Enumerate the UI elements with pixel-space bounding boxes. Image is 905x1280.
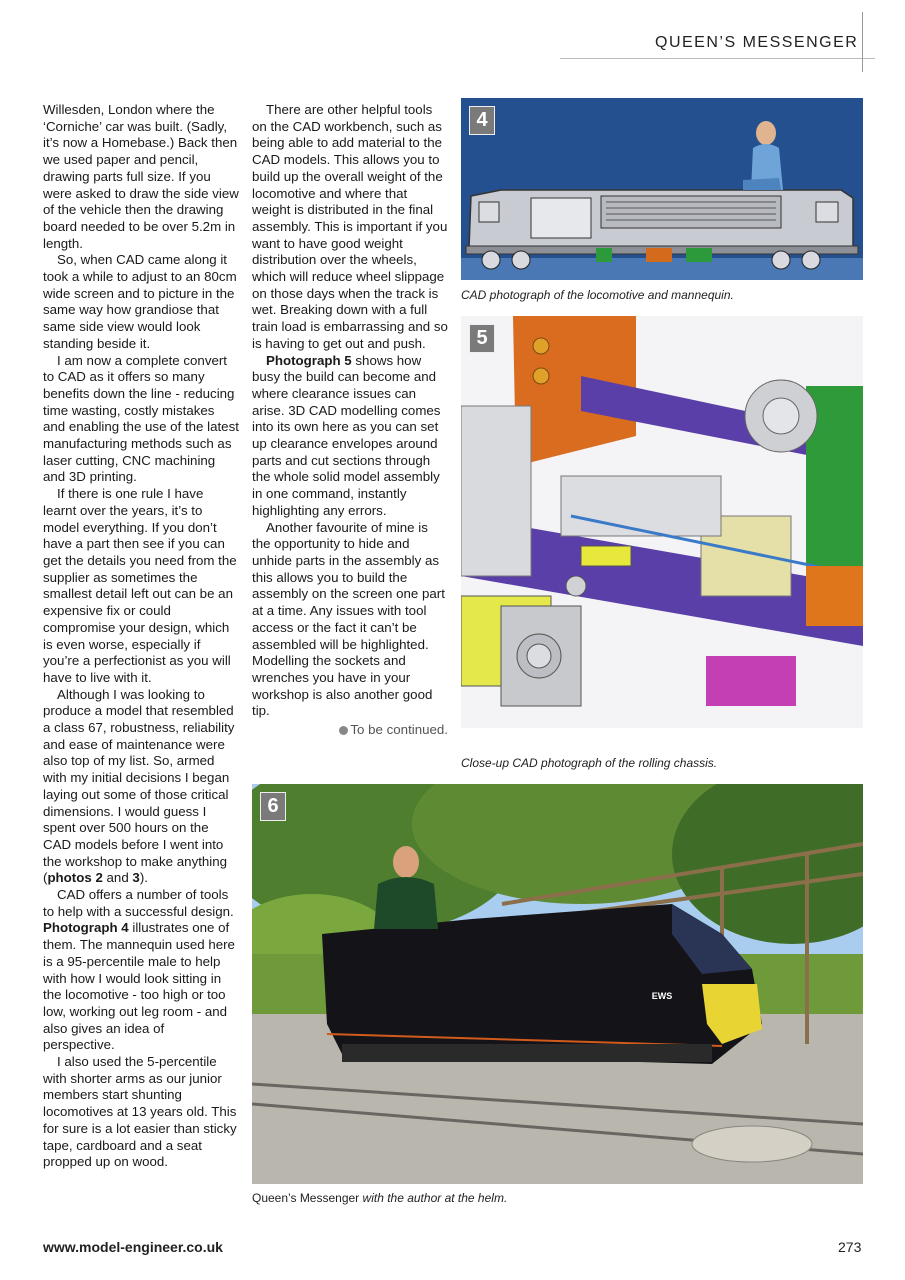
cad-locomotive-illustration — [461, 98, 863, 280]
paragraph — [43, 887, 239, 1054]
paragraph: Another favourite of mine is the opportunity to hide and unhide parts in the assembly as this allows you to build the assembly on the screen one part at a time. Any issues with tool access or the fact it can’t be assembled will be highlighted. Modelling the sockets and wrenches you have in your workshop is also another good tip. — [252, 519, 445, 719]
paragraph-text: shows how busy the build can become and where clearance issues can arise. 3D CAD modelling comes into its own here as you can set up clearance envelopes around parts and cut sections through the whole solid model assembly in one command, instantly highlighting any errors. — [252, 352, 441, 518]
paragraph: I am now a complete convert to CAD as it offers so many benefits down the line - reducing time wasting, costly mistakes and enabling the use of the latest manufacturing methods such as laser cutting, CNC machining and 3D printing. — [43, 352, 239, 485]
paragraph: Willesden, London where the ‘Corniche’ car was built. (Sadly, it’s now a Homebase.) Back then we used paper and pencil, drawing parts full size. If you were asked to draw the side view of the vehicle then the drawing board needed to be over 5.2m in length. — [43, 102, 239, 251]
locomotive-photo-illustration — [252, 784, 863, 1184]
paragraph: There are other helpful tools on the CAD workbench, such as being able to add material to the CAD models. This allows you to build up the overall weight of the locomotive and where that weight is distributed in the final assembly. This is important if you want to have good weight distribution over the wheels, which will reduce wheel slippage on those days when the track is wet. Breaking down with a full train load is embarrassing and so is having to get out and push. — [252, 102, 448, 351]
figure-4-caption: CAD photograph of the locomotive and mannequin. — [461, 288, 734, 302]
paragraph-text: ). — [139, 870, 148, 886]
text-column-2 — [252, 102, 448, 739]
figure-6-photo-locomotive — [252, 784, 863, 1184]
photo-reference: Photograph 4 — [43, 920, 129, 936]
caption-text: with the author at the helm. — [359, 1191, 508, 1205]
to-be-continued — [252, 722, 448, 739]
paragraph: If there is one rule I have learnt over the years, it’s to model everything. If you don’t have a part then see if you can get the details you need from the supplier as sometimes the smallest detail left out can be an expensive fix or could compromise your design, which is even worse, especially if you’re a perfectionist as you will have to live with it. — [43, 486, 237, 685]
paragraph: I also used the 5-percentile with shorter arms as our junior members start shunting locomotives at 13 years old. This for sure is a lot easier than sticky tape, cardboard and a seat propped up on wood. — [43, 1054, 237, 1170]
footer-url[interactable]: www.model-engineer.co.uk — [43, 1239, 223, 1255]
text-column-1 — [43, 102, 239, 1171]
paragraph — [43, 687, 239, 887]
running-head: QUEEN’S MESSENGER — [655, 34, 859, 51]
photo-reference: 3 — [132, 870, 140, 886]
page-number: 273 — [838, 1239, 862, 1255]
figure-5-caption: Close-up CAD photograph of the rolling chassis. — [461, 756, 718, 770]
figure-number-badge: 6 — [260, 792, 286, 821]
ews-logo-text: EWS — [651, 991, 673, 1001]
paragraph-text: illustrates one of them. The mannequin used here is a 95-percentile male to help with how I would look sitting in the locomotive - too high or too low, working out leg room - and also gives an idea of perspective. — [43, 920, 235, 1053]
figure-5-cad-chassis — [461, 316, 863, 728]
paragraph: So, when CAD came along it took a while to adjust to an 80cm wide screen and to picture in the same way how grandiose that same side view would look standing beside it. — [43, 252, 237, 351]
header-rule — [560, 58, 875, 59]
paragraph-text: and — [102, 870, 133, 886]
header-vertical-rule — [862, 12, 863, 72]
bullet-icon — [339, 726, 348, 735]
paragraph-text: Although I was looking to produce a model that resembled a class 67, robustness, reliability and ease of maintenance were also top of my list. So, armed with my initial decisions I began laying out some of those critical dimensions. I would guess I spent over 500 hours on the CAD models before I went into the workshop to make anything ( — [43, 686, 235, 886]
caption-title: Queen’s Messenger — [252, 1191, 360, 1205]
photo-reference: Photograph 5 — [266, 352, 352, 368]
figure-6-caption — [252, 1191, 507, 1205]
photo-reference: photos 2 — [47, 870, 103, 886]
paragraph-text: CAD offers a number of tools to help with a successful design. — [43, 887, 234, 919]
paragraph — [252, 353, 448, 520]
figure-number-badge: 5 — [469, 324, 495, 353]
cad-chassis-illustration — [461, 316, 863, 728]
to-be-continued-text: To be continued. — [350, 722, 448, 738]
figure-number-badge: 4 — [469, 106, 495, 135]
figure-4-cad-locomotive — [461, 98, 863, 280]
